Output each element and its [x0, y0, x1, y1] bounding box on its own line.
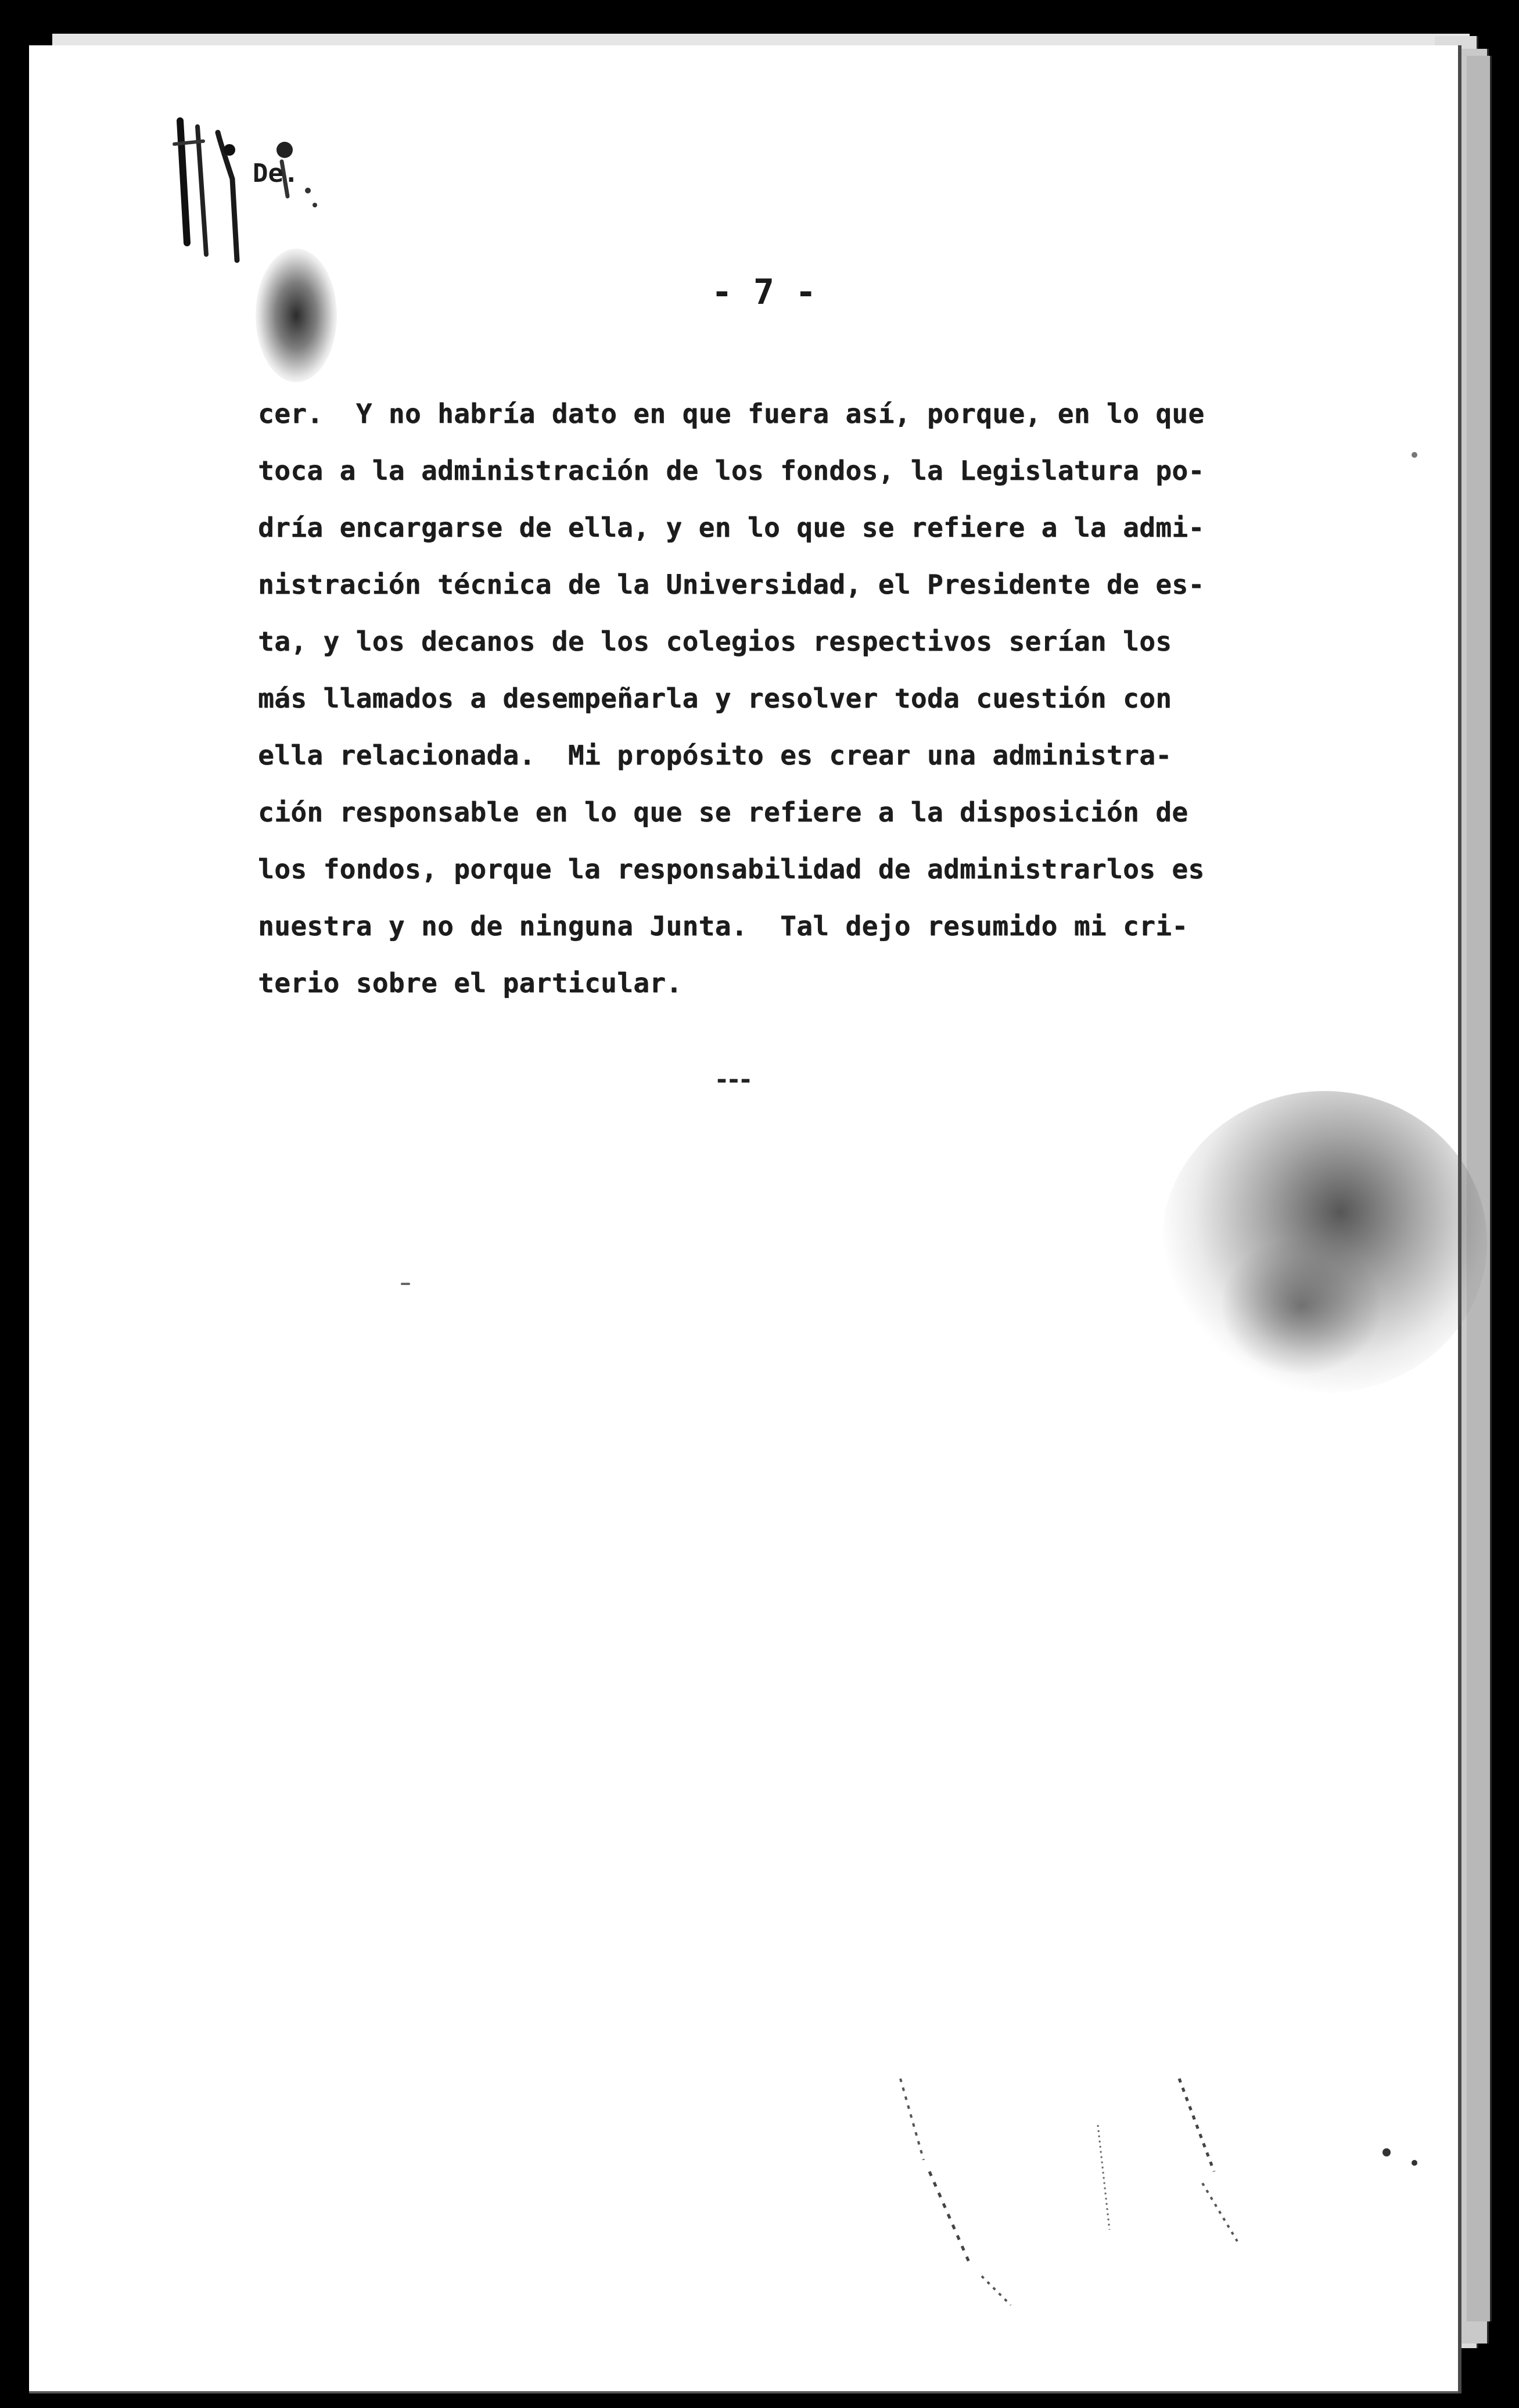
document-page — [29, 45, 1461, 2393]
text-line: nuestra y no de ninguna Junta. Tal dejo resumido mi cri- — [258, 910, 1188, 942]
text-line: más llamados a desempeñarla y resolver toda cuestión con — [258, 683, 1172, 714]
ink-speck-icon — [1412, 452, 1417, 458]
text-line: cer. Y no habría dato en que fuera así, porque, en lo que — [258, 398, 1205, 429]
closing-mark: --- — [714, 1065, 750, 1094]
text-line: los fondos, porque la responsabilidad de administrarlos es — [258, 853, 1205, 885]
ink-speck-icon — [1412, 2160, 1417, 2166]
text-line: nistración técnica de la Universidad, el Presidente de es- — [258, 569, 1205, 600]
handwritten-strokes-icon — [163, 109, 360, 283]
text-line: toca a la administración de los fondos, la Legislatura po- — [258, 455, 1205, 486]
ink-speck-icon — [1382, 2148, 1391, 2156]
page-number: - 7 - — [711, 272, 817, 313]
ink-blot-icon — [1162, 1091, 1487, 1393]
margin-note: De. — [253, 159, 299, 188]
text-line: terio sobre el particular. — [258, 967, 683, 999]
body-text — [258, 385, 1333, 1011]
text-line: ción responsable en lo que se refiere a la disposición de — [258, 796, 1188, 828]
ink-blot-icon — [1220, 1236, 1382, 1376]
underlying-sheet-edge — [1467, 56, 1492, 2321]
text-line: dría encargarse de ella, y en lo que se refiere a la admi- — [258, 512, 1205, 543]
text-line: ta, y los decanos de los colegios respectivos serían los — [258, 626, 1172, 657]
scratch-marks-icon — [889, 2055, 1249, 2311]
ink-speck-icon — [401, 1283, 410, 1285]
text-line: ella relacionada. Mi propósito es crear una administra- — [258, 740, 1172, 771]
